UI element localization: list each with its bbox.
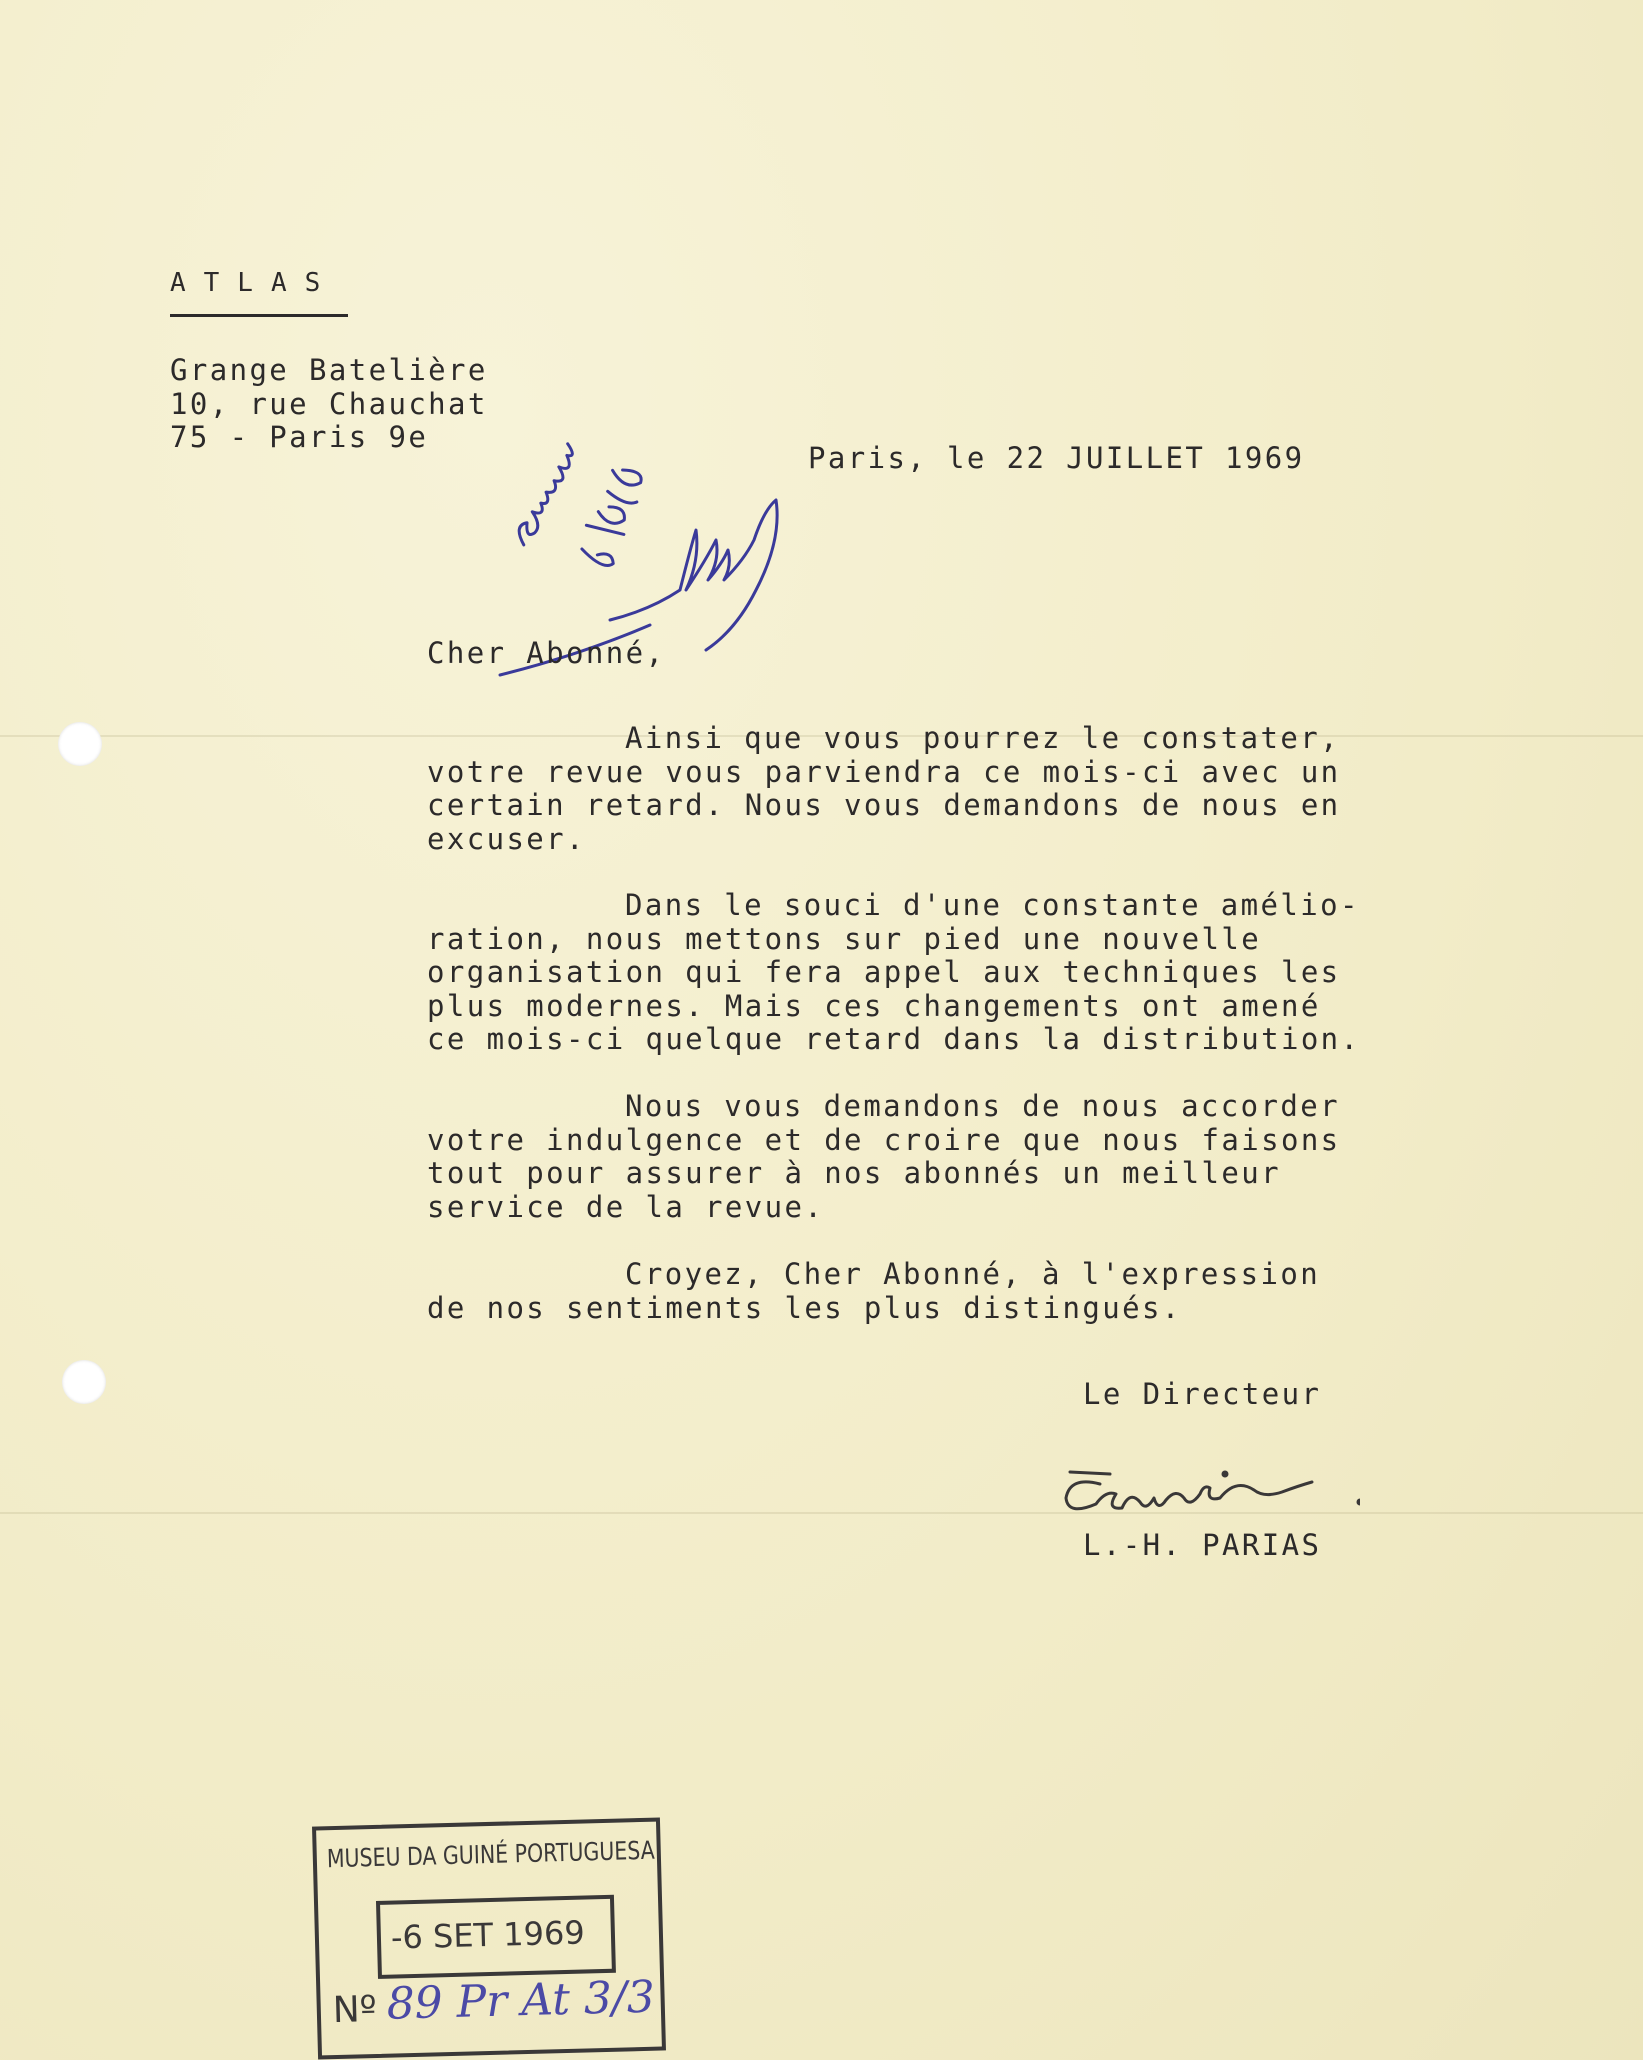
signature	[1060, 1468, 1360, 1528]
stamp-date: -6 SET 1969	[390, 1913, 586, 1957]
museum-stamp	[312, 1817, 666, 2059]
paragraph-line: Ainsi que vous pourrez le constater,	[625, 721, 1340, 755]
paragraph-line: ration, nous mettons sur pied une nouvelle	[427, 921, 1262, 956]
paragraph-3	[427, 1090, 1367, 1224]
stamp-number-label: Nº	[332, 1988, 378, 2032]
address-line-2: 10, rue Chauchat	[170, 387, 488, 421]
signatory-name: L.-H. PARIAS	[1083, 1528, 1322, 1562]
paragraph-line: votre indulgence et de croire que nous faisons	[427, 1122, 1341, 1157]
paragraph-line: service de la revue.	[427, 1189, 825, 1224]
address-line-1: Grange Batelière	[170, 353, 488, 387]
paragraph-line: Dans le souci d'une constante amélio-	[625, 888, 1360, 922]
closing-title: Le Directeur	[1083, 1377, 1322, 1411]
paragraph-4	[427, 1258, 1367, 1325]
letterhead-brand: ATLAS	[170, 268, 339, 298]
paragraph-2	[427, 889, 1367, 1057]
date-line: Paris, le 22 JUILLET 1969	[808, 441, 1305, 475]
address-line-3: 75 - Paris 9e	[170, 420, 429, 454]
paragraph-line: organisation qui fera appel aux techniques les	[427, 955, 1341, 989]
paragraph-line: ce mois-ci quelque retard dans la distribution.	[427, 1022, 1361, 1056]
handwritten-annotation	[490, 380, 850, 680]
paragraph-line: votre revue vous parviendra ce mois-ci avec un	[427, 754, 1341, 789]
punch-hole-lower	[62, 1360, 106, 1404]
salutation: Cher Abonné,	[427, 636, 666, 670]
paragraph-line: Croyez, Cher Abonné, à l'expression	[625, 1257, 1321, 1291]
paragraph-line: certain retard. Nous vous demandons de nous en	[427, 788, 1341, 822]
paragraph-1	[427, 722, 1367, 856]
paragraph-line: de nos sentiments les plus distingués.	[427, 1290, 1182, 1325]
stamp-institution: MUSEU DA GUINÉ PORTUGUESA	[326, 1835, 656, 1874]
paragraph-line: excuser.	[427, 821, 586, 856]
paragraph-line: Nous vous demandons de nous accorder	[625, 1089, 1340, 1123]
punch-hole-upper	[58, 722, 102, 766]
paragraph-line: plus modernes. Mais ces changements ont amené	[427, 988, 1321, 1023]
fold-line-lower	[0, 1512, 1643, 1514]
paragraph-line: tout pour assurer à nos abonnés un meilleur	[427, 1156, 1281, 1190]
stamp-date-box	[376, 1895, 616, 1979]
letterhead-rule	[170, 314, 348, 317]
stamp-number-value: 89 Pr At 3/3	[386, 1971, 656, 2030]
